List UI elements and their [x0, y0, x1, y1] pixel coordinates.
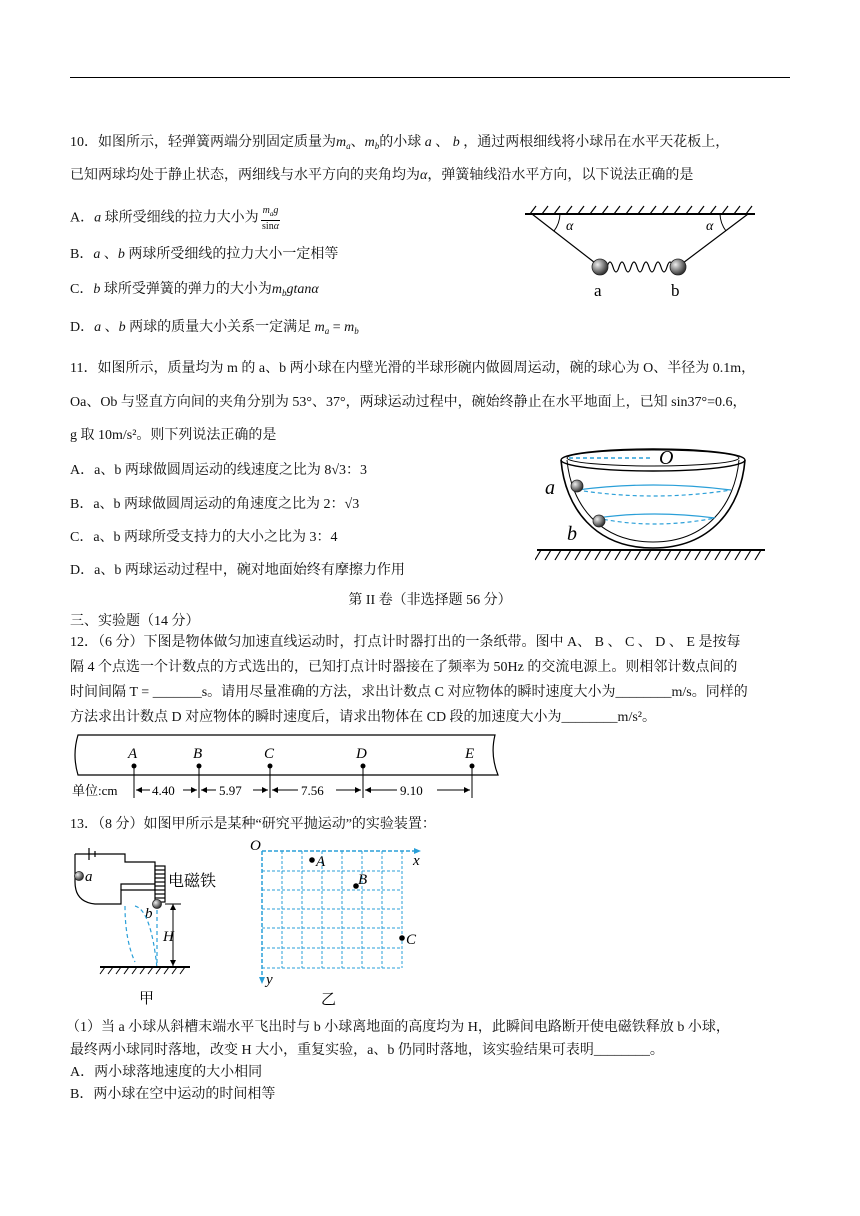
q12-stem-line1: 12．（6 分）下图是物体做匀加速直线运动时，打点计时器打出的一条纸带。图中 A、 B 、 C 、 D 、 E 是按每	[70, 635, 741, 650]
svg-text:电磁铁: 电磁铁	[168, 873, 217, 890]
svg-text:B: B	[358, 872, 368, 888]
ball-a-bowl	[571, 480, 583, 492]
svg-text:y: y	[266, 972, 273, 988]
q13-stem-line1: 13．（8 分）如图甲所示是某种“研究平抛运动”的实验装置：	[70, 817, 436, 832]
q13-sub1-line2: 最终两小球同时落地，改变 H 大小，重复实验，a、b 仍同时落地，该实验结果可表明________。	[70, 1043, 664, 1058]
q10-stem-line1: 10．如图所示，轻弹簧两端分别固定质量为$m_a$、$m_b$的小球 a 、 b ，通过两根细线将小球吊在水平天花板上，	[70, 135, 730, 151]
q13-option-a: A．两小球落地速度的大小相同	[70, 1065, 263, 1080]
svg-text:B: B	[193, 746, 203, 762]
svg-text:E: E	[465, 746, 475, 762]
q10-option-b: B．a 、b 两球所受细线的拉力大小一定相等	[70, 247, 339, 262]
q10-option-a: A．a 球所受细线的拉力大小为 $\frac{m_ag}{\sin\alpha}$	[70, 205, 279, 232]
ball-b-bowl	[593, 515, 605, 527]
svg-text:a: a	[85, 869, 93, 885]
svg-text:9.10: 9.10	[400, 783, 423, 798]
q13-sub1-line1: （1）当 a 小球从斜槽末端水平飞出时与 b 小球离地面的高度均为 H，此瞬间电路断开使电磁铁释放 b 小球，	[66, 1020, 730, 1035]
q12-stem-line2: 隔 4 个点选一个计数点的方式选出的，已知打点计时器接在了频率为 50Hz 的交流电源上。则相邻计数点间的	[70, 660, 738, 675]
q10-stem-line2: 已知两球均处于静止状态，两细线与水平方向的夹角均为α，弹簧轴线沿水平方向，以下说法正确的是	[70, 168, 694, 183]
q10-option-c: C．b 球所受弹簧的弹力的大小为$m_bgtan\alpha$	[70, 282, 319, 298]
ball-a-apparatus	[75, 872, 84, 881]
svg-text:H: H	[163, 929, 174, 945]
q10-spring-figure	[520, 200, 760, 310]
header-rule	[70, 77, 790, 78]
svg-text:a: a	[594, 281, 602, 300]
ball-b-apparatus	[153, 900, 162, 909]
svg-text:α: α	[566, 219, 574, 234]
q12-stem-line4: 方法求出计数点 D 对应物体的瞬时速度后，请求出物体在 CD 段的加速度大小为________m/s²。	[70, 710, 656, 725]
q11-stem-line3: g 取 10m/s²。则下列说法正确的是	[70, 428, 277, 443]
q11-option-a: A．a、b 两球做圆周运动的线速度之比为 8√3：3	[70, 463, 368, 478]
svg-text:a: a	[545, 477, 555, 499]
ball-b	[670, 259, 686, 275]
q11-bowl-figure	[535, 438, 770, 568]
q13-option-b: B．两小球在空中运动的时间相等	[70, 1087, 276, 1102]
svg-text:7.56: 7.56	[301, 783, 324, 798]
q11-option-c: C．a、b 两球所受支持力的大小之比为 3：4	[70, 530, 338, 545]
q11-stem-line1: 11．如图所示，质量均为 m 的 a、b 两小球在内壁光滑的半球形碗内做圆周运动，碗的球心为 O、半径为 0.1m，	[70, 361, 756, 376]
svg-text:单位:cm: 单位:cm	[72, 783, 118, 798]
svg-text:x: x	[413, 853, 420, 869]
svg-text:D: D	[356, 746, 367, 762]
svg-text:A: A	[128, 746, 138, 762]
svg-text:b: b	[671, 281, 680, 300]
svg-text:A: A	[316, 854, 326, 870]
q12-paper-tape	[70, 730, 510, 805]
q13-grid-figure	[245, 838, 435, 1010]
svg-text:5.97: 5.97	[219, 783, 242, 798]
q11-stem-line2: Oa、Ob 与竖直方向间的夹角分别为 53°、37°，两球运动过程中，碗始终静止在水平地面上，已知 sin37°=0.6，	[70, 395, 747, 410]
svg-text:α: α	[706, 219, 714, 234]
q10-option-d: D．a 、b 两球的质量大小关系一定满足 $m_a = m_b$	[70, 320, 359, 336]
svg-text:乙: 乙	[321, 992, 337, 1008]
q12-stem-line3: 时间间隔 T = _______s。请用尽量准确的方法，求出计数点 C 对应物体的瞬时速度大小为________m/s。同样的	[70, 685, 748, 700]
q11-option-b: B．a、b 两球做圆周运动的角速度之比为 2：√3	[70, 497, 360, 512]
section3-title: 三、实验题（14 分）	[70, 614, 200, 629]
svg-text:C: C	[406, 932, 417, 948]
svg-text:C: C	[264, 746, 275, 762]
part2-title: 第 II 卷（非选择题 56 分）	[348, 593, 512, 608]
q13-apparatus-figure	[65, 840, 240, 1010]
svg-text:O: O	[250, 838, 261, 854]
svg-text:b: b	[145, 906, 153, 922]
svg-text:b: b	[567, 523, 577, 545]
svg-text:O: O	[659, 447, 674, 469]
ball-a	[592, 259, 608, 275]
svg-text:甲: 甲	[139, 991, 155, 1007]
q11-option-d: D．a、b 两球运动过程中，碗对地面始终有摩擦力作用	[70, 563, 405, 578]
svg-text:4.40: 4.40	[152, 783, 175, 798]
